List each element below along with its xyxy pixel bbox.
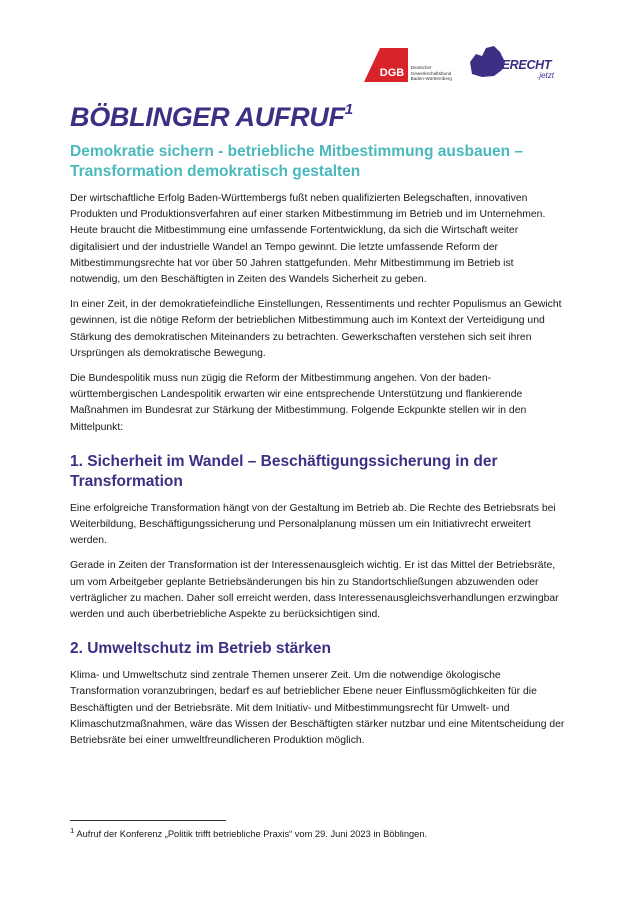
dgb-logo-icon [364,48,408,82]
dgb-mark-text: DGB [379,67,404,79]
dgb-line: Gewerkschaftsbund [410,70,452,76]
title-footnote-ref: 1 [344,101,353,118]
bwgerecht-logo-text: BWGERECHT [472,58,552,72]
section-heading: 2. Umweltschutz im Betrieb stärken [70,640,331,658]
section-paragraph: Eine erfolgreiche Transformation hängt von der Gestaltung im Betrieb ab. Die Rechte des Betriebsrats bei Weiterbildung, Beschäftigungssicherung und Personalplanung müssen um ein Initiativrecht erweitert werden. [70,502,556,547]
footnote [70,824,427,841]
intro-paragraph: Die Bundespolitik muss nun zügig die Reform der Mitbestimmung angehen. Von der baden-württembergischen Landespolitik erwarten wir eine entsprechende Unterstützung und flankierende Maßnahmen im Bundesrat zur Stärkung der Mitbestimmung. Folgende Eckpunkte stellen wir in den Mittelpunkt: [70,373,527,433]
bwgerecht-logo-subtext: .jetzt [537,71,554,80]
intro-paragraph: Der wirtschaftliche Erfolg Baden-Württembergs fußt neben qualifizierten Belegschaften, innovativen Produkten und Produktionsverfahren auf einer starken Mitbestimmung im Betrieb und im Unternehmen. Heute braucht die Mitbestimmung eine umfassende Fortentwicklung, da sich die Wirtschaft weiter digitalisiert und der industrielle Wandel an Tempo gewinnt. Die letzte umfassende Reform der Mitbestimmungsrechte hat vor über 50 Jahren stattgefunden. Mehr Mitbestimmung im Betrieb ist notwendig, um den Beschäftigten in Zeiten des Wandels Sicherheit zu geben. [70,193,546,286]
document-subtitle: Demokratie sichern - betriebliche Mitbestimmung ausbauen – Transformation demokratisch gestalten [70,143,524,180]
document-title [70,100,565,134]
footnote-ref: 1 [70,826,75,835]
bwgerecht-logo [468,44,560,82]
document-body [70,100,565,749]
footnote-text: Aufruf der Konferenz „Politik trifft betriebliche Praxis“ vom 29. Juni 2023 in Böblingen. [76,829,428,840]
section-paragraph: Klima- und Umweltschutz sind zentrale Themen unserer Zeit. Um die notwendige ökologische Transformation voranzubringen, bedarf es auf betrieblicher Ebene neuer Einflussmöglichkeiten für die Beschäftigten und der Betriebsräte. Mit dem Initiativ- und Mitbestimmungsrecht für Umwelt- und Klimaschutzmaßnahmen, wäre das Wissen der Beschäftigten stärker nutzbar und eine Mitentscheidung der Betriebsräte bei einer umweltfreundlicheren Produktion möglich. [70,670,565,747]
dgb-line: Deutscher [410,65,432,71]
intro-paragraph: In einer Zeit, in der demokratiefeindliche Einstellungen, Ressentiments und rechter Populismus an Gewicht gewinnen, ist die nötige Reform der betrieblichen Mitbestimmung auch im Kontext der Verteidigung und Stärkung des demokratischen Miteinanders zu betrachten. Gewerkschaften verstehen sich seit ihren Ursprüngen als demokratische Bewegung. [70,299,562,359]
dgb-logo [364,48,452,82]
section-heading: 1. Sicherheit im Wandel – Beschäftigungssicherung in der Transformation [70,452,498,490]
dgb-logo-text [411,65,452,81]
footnote-divider [70,820,226,821]
dgb-line: Baden-Württemberg [410,75,452,81]
section-paragraph: Gerade in Zeiten der Transformation ist der Interessenausgleich wichtig. Er ist das Mittel der Betriebsräte, um vom Arbeitgeber geplante Betriebsänderungen bis hin zu Standortschließungen abzuwenden oder verträglicher zu machen. Daher soll erreicht werden, dass Interessenausgleichsverhandlungen erzwingbar werden und auch überbetriebliche Aspekte zu berücksichtigen sind. [70,560,559,621]
logo-bar [364,44,560,82]
title-text: BÖBLINGER AUFRUF [70,102,345,132]
